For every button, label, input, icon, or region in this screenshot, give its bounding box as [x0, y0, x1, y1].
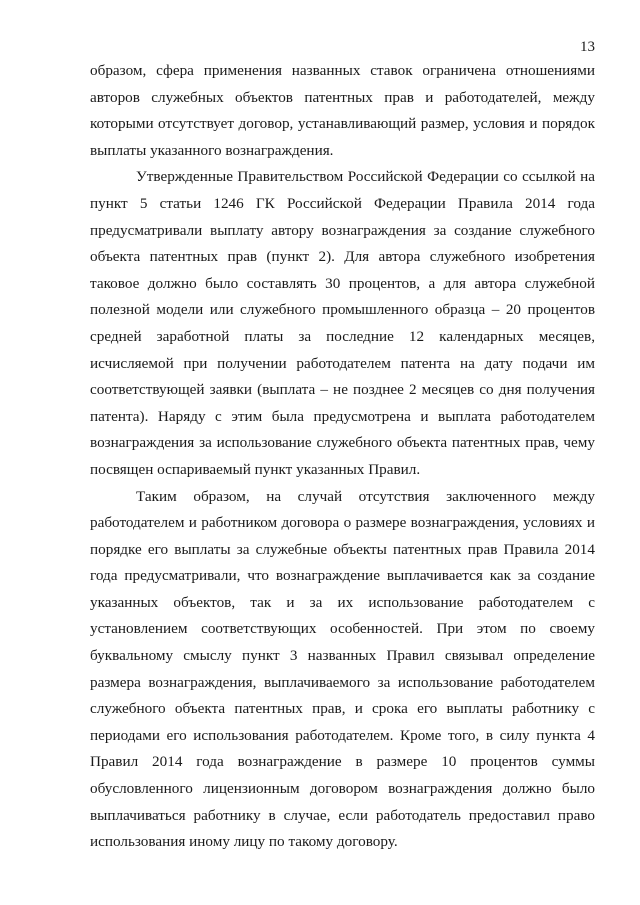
page-number: 13 — [580, 39, 595, 55]
document-body — [90, 58, 595, 856]
paragraph-continuation: образом, сфера применения названных ставок ограничена отношениями авторов служебных объектов патентных прав и работодателей, между которыми отсутствует договор, устанавливающий размер, условия и порядок выплаты указанного вознаграждения. — [90, 62, 595, 159]
paragraph-rules-2014: Утвержденные Правительством Российской Федерации со ссылкой на пункт 5 статьи 1246 ГК Российской Федерации Правила 2014 года предусматривали выплату автору вознаграждения за создание служебного объекта патентных прав (пункт 2). Для автора служебного изобретения таковое должно было составлять 30 процентов, а для автора служебной полезной модели или служебного промышленного образца – 20 процентов средней заработной платы за последние 12 календарных месяцев, исчисляемой при получении работодателем патента на дату подачи им соответствующей заявки (выплата – не позднее 2 месяцев со дня получения патента). Наряду с этим была предусмотрена и выплата работодателем вознаграждения за использование служебного объекта патентных прав, чему посвящен оспариваемый пункт указанных Правил. — [90, 168, 595, 478]
paragraph-conclusion: Таким образом, на случай отсутствия заключенного между работодателем и работником договора о размере вознаграждения, условиях и порядке его выплаты за служебные объекты патентных прав Правила 2014 года предусматривали, что вознаграждение выплачивается как за создание указанных объектов, так и за их использование работодателем с установлением соответствующих особенностей. При этом по своему буквальному смыслу пункт 3 названных Правил связывал определение размера вознаграждения, выплачиваемого за использование работодателем служебного объекта патентных прав, и срока его выплаты работнику с периодами его использования работодателем. Кроме того, в силу пункта 4 Правил 2014 года вознаграждение в размере 10 процентов суммы обусловленного лицензионным договором вознаграждения должно было выплачиваться работнику в случае, если работодатель предоставил право использования иному лицу по такому договору. — [90, 487, 595, 851]
